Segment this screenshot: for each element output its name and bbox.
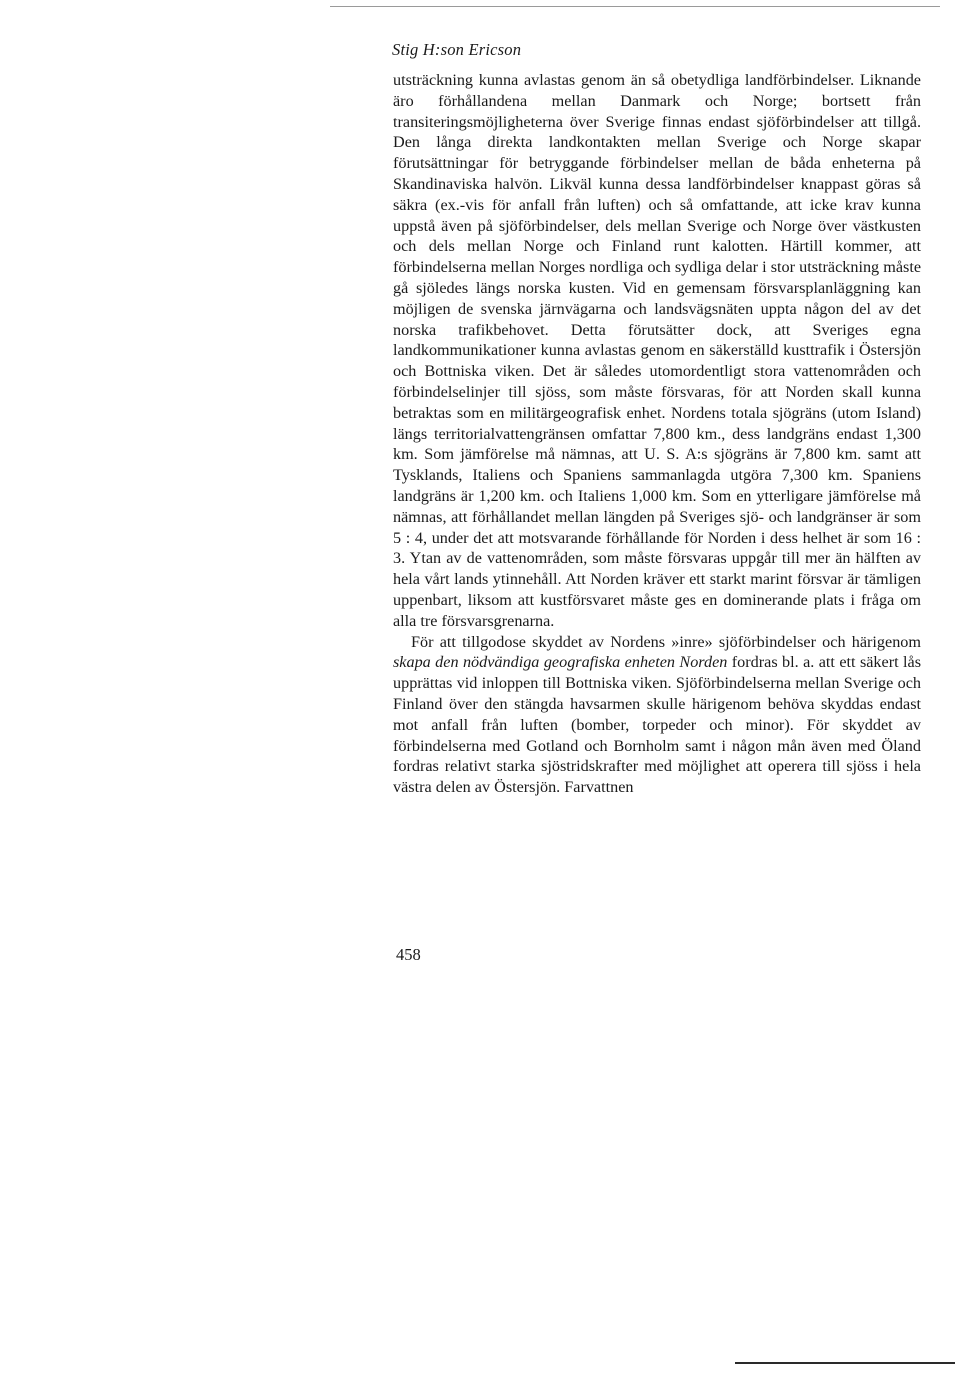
paragraph-2	[393, 632, 921, 798]
body-text	[393, 70, 921, 798]
running-head: Stig H:son Ericson	[392, 40, 522, 59]
page-number: 458	[396, 945, 421, 964]
paragraph-1: utsträckning kunna avlastas genom än så obetydliga landförbindelser. Liknande äro förhållandena mellan Danmark och Norge; bortsett från transiteringsmöjligheterna över Sverige finnas endast sjöförbindelser att tillgå. Den långa direkta landkontakten mellan Sverige och Norge skapar förutsättningar för betryggande förbindelser mellan de båda enheterna på Skandinaviska halvön. Likväl kunna dessa landförbindelser knappast göras så säkra (ex.-vis för anfall från luften) och så omfattande, att icke krav kunna uppstå även på sjöförbindelser, dels mellan Sverige och Norge över västkusten och dels mellan Norge och Finland runt kalotten. Härtill kommer, att förbindelserna mellan Norges nordliga och sydliga delar i stor utsträckning måste gå sjöledes längs norska kusten. Vid en gemensam försvarsplanläggning kan möjligen de svenska järnvägarna och landsvägsnäten uppta någon del av det norska trafikbehovet. Detta förutsätter dock, att Sveriges egna landkommunikationer kunna avlastas genom en säkerställd kusttrafik i Östersjön och Bottniska viken. Det är således utomordentligt stora vattenområden och förbindelselinjer till sjöss, som måste försvaras, för att Norden skall kunna betraktas som en militärgeografisk enhet. Nordens totala sjögräns (utom Island) längs territorialvattengränsen omfattar 7,800 km., dess landgräns endast 1,300 km. Som jämförelse må nämnas, att U. S. A:s sjögräns är 7,800 km. samt att Tysklands, Italiens och Spaniens sammanlagda utgöra 7,300 km. Spaniens landgräns är 1,200 km. och Italiens 1,000 km. Som en ytterligare jämförelse må nämnas, att förhållandet mellan längden på Sveriges sjö- och landgränser är som 5 : 4, under det att motsvarande förhållande för Norden i dess helhet är som 16 : 3. Ytan av de vattenområden, som måste försvaras uppgår till mer än hälften av hela vårt lands ytinnehåll. Att Norden kräver ett starkt marint försvar är tämligen uppenbart, liksom att kustförsvaret måste ges en dominerande plats i fråga om alla tre försvarsgrenarna.	[393, 71, 921, 630]
emphasized-phrase: skapa den nödvändiga geografiska enheten Norden	[393, 653, 728, 672]
paragraph-2-continuation: fordras bl. a. att ett säkert lås upprättas vid inloppen till Bottniska viken. Sjöförbindelserna mellan Sverige och Finland över den stängda havsarmen skulle härigenom behöva skyddas endast mot anfall från luften (bomber, torpeder och minor). För skyddet av förbindelserna med Gotland och Bornholm samt i någon mån även med Öland fordras relativt starka sjöstridskrafter med möjlighet att operera till sjöss i hela västra delen av Östersjön. Farvattnen	[393, 653, 921, 797]
scan-edge-line	[330, 6, 940, 7]
paragraph-2-text: För att tillgodose skyddet av Nordens »inre» sjöförbindelser och härigenom	[411, 632, 921, 651]
scan-edge-mark	[735, 1362, 955, 1364]
